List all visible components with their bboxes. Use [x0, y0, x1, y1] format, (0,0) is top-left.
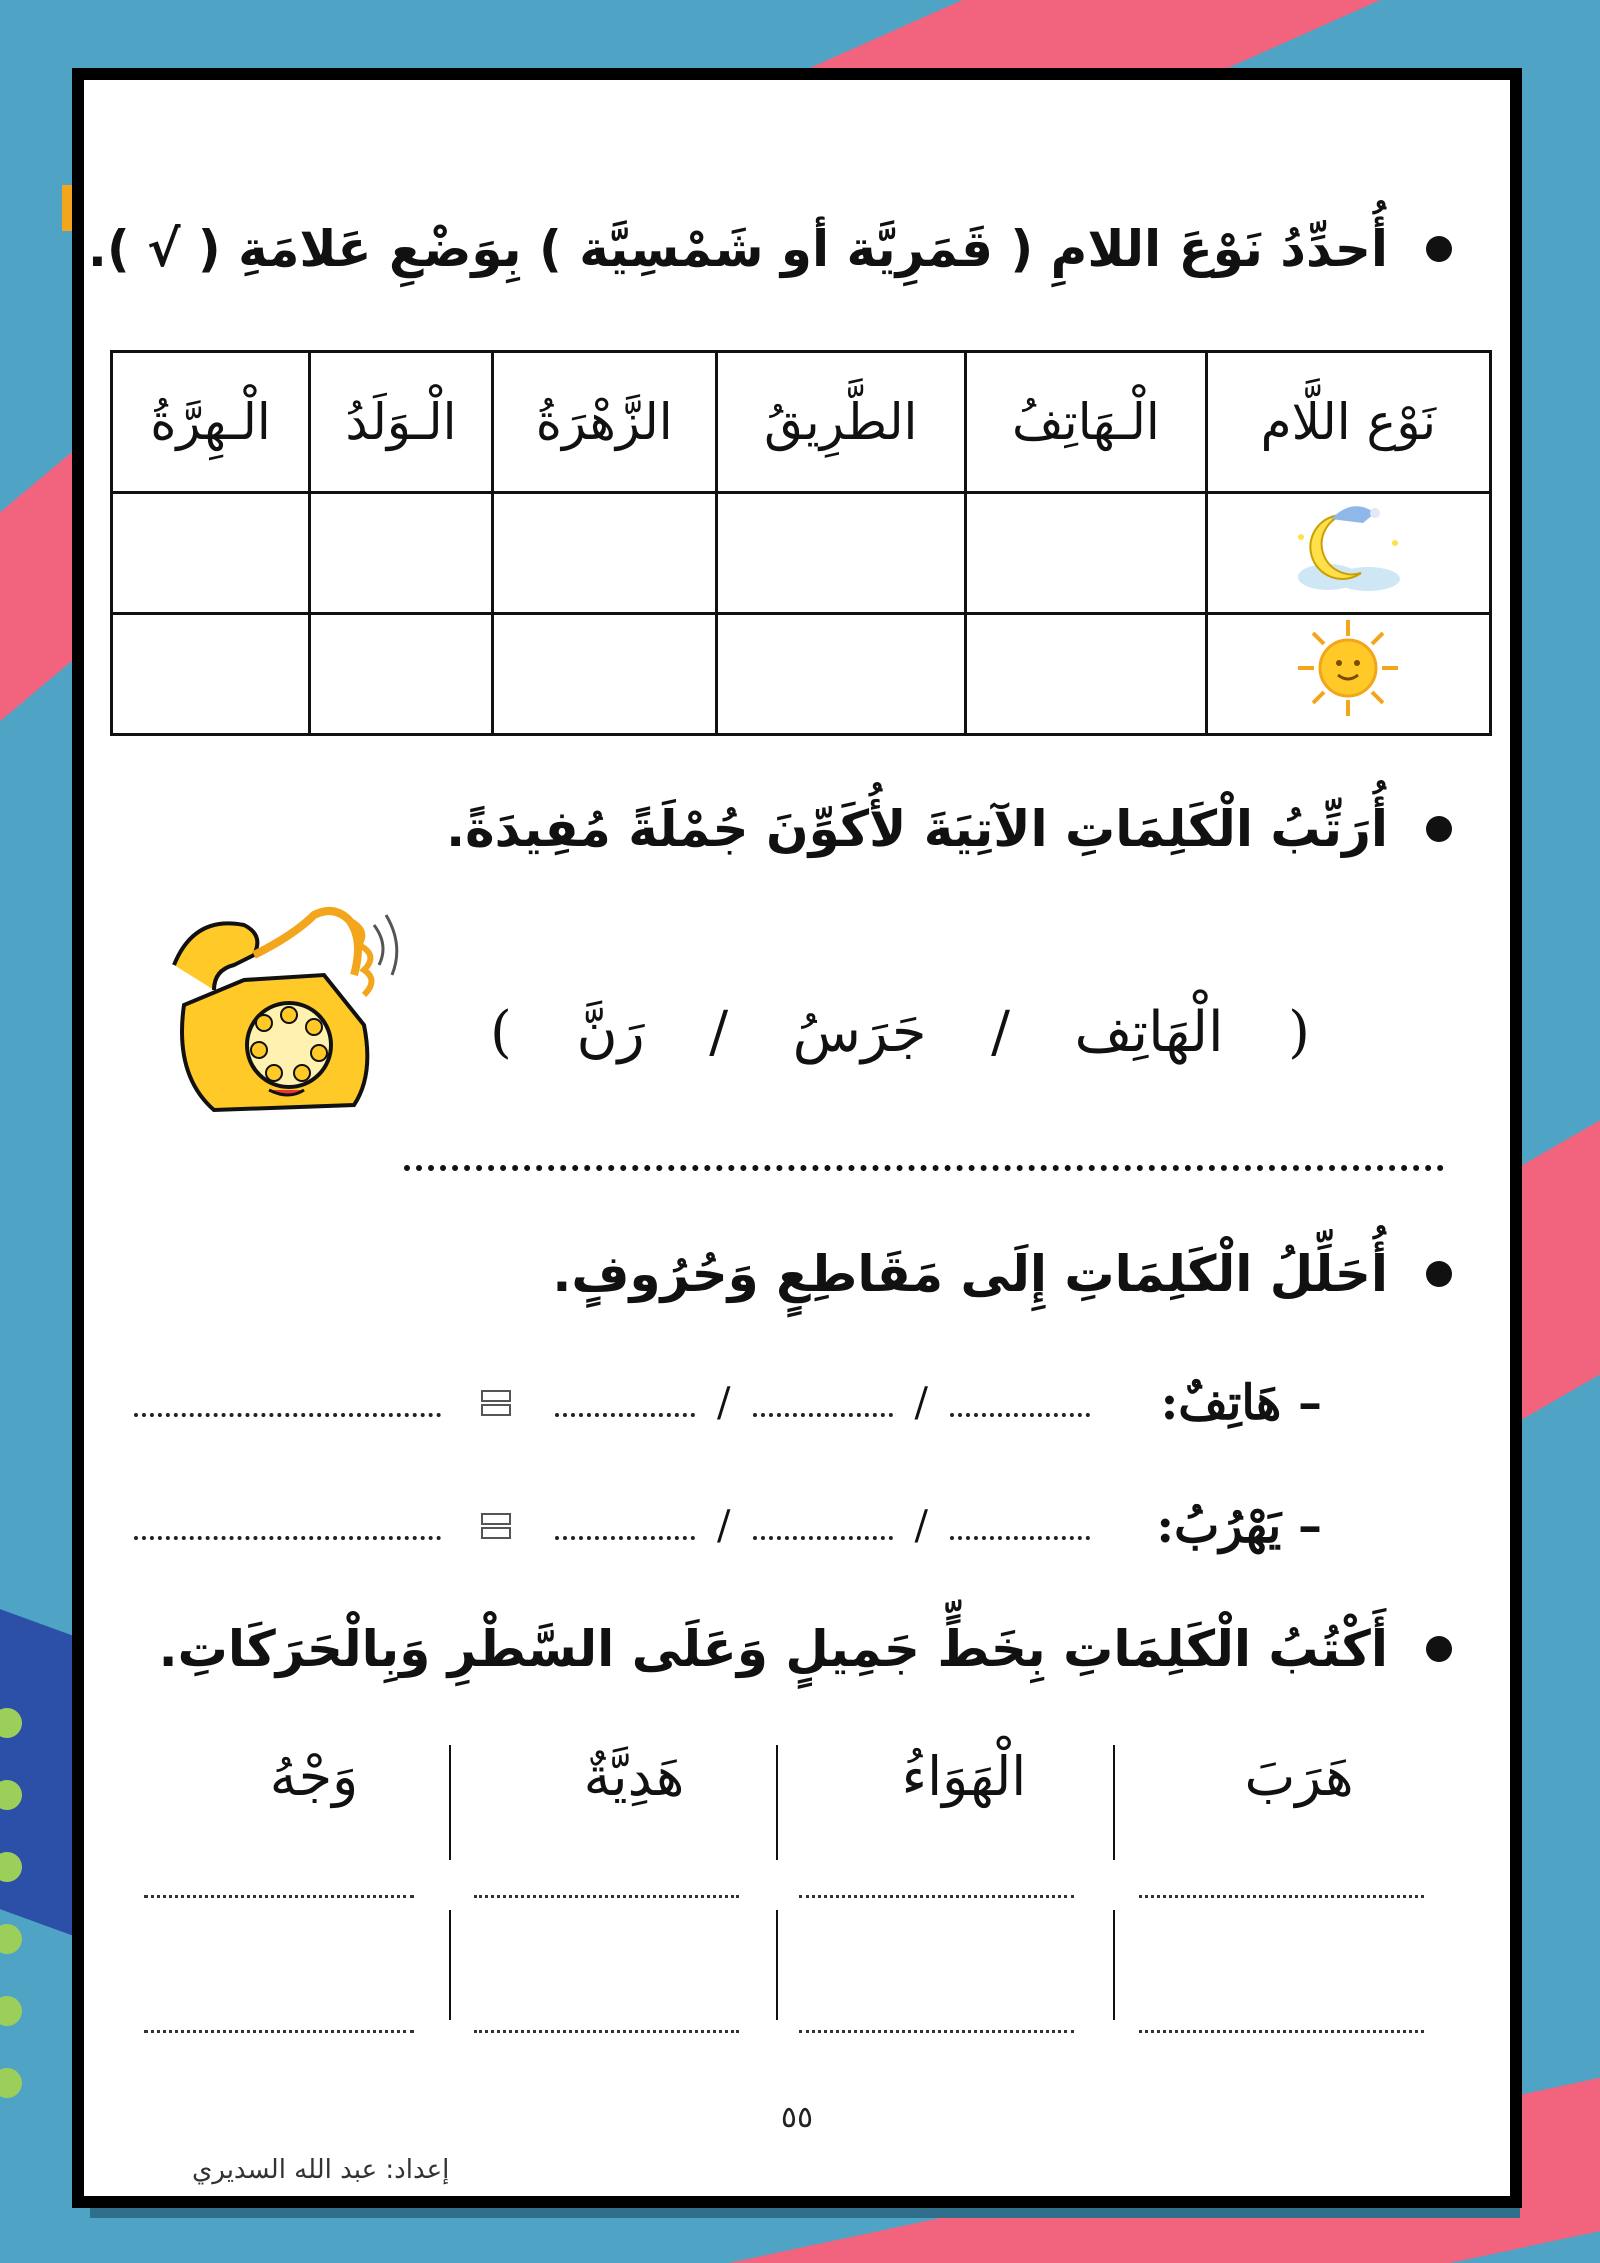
worksheet-page — [72, 68, 1522, 2208]
syllable-blank[interactable] — [950, 1389, 1090, 1417]
syllable-blank[interactable] — [753, 1512, 893, 1540]
slash-separator: / — [991, 1000, 1010, 1065]
writing-line[interactable] — [1139, 1895, 1424, 1898]
green-dot — [0, 1924, 22, 1954]
copy-word: الْهَوَاءُ — [901, 1745, 1027, 1808]
bullet-icon — [1426, 1636, 1452, 1662]
bullet-icon — [1426, 816, 1452, 842]
writing-line[interactable] — [474, 1895, 739, 1898]
bullet-icon — [1426, 1261, 1452, 1287]
syllable-blank[interactable] — [950, 1512, 1090, 1540]
column-divider — [1113, 1910, 1115, 2020]
question-4-text: أَكْتُبُ الْكَلِمَاتِ بِخَطٍّ جَمِيلٍ وَعَلَى السَّطْرِ وَبِالْحَرَكَاتِ. — [158, 1620, 1388, 1678]
answer-cell[interactable] — [492, 493, 716, 614]
writing-line[interactable] — [474, 2030, 739, 2033]
answer-cell[interactable] — [112, 493, 310, 614]
slash-separator: / — [914, 1503, 928, 1549]
moon-icon — [1283, 497, 1413, 597]
letters-blank[interactable] — [134, 1389, 441, 1417]
table-row-moon — [112, 493, 1491, 614]
equals-icon — [481, 1390, 511, 1416]
paren-close: ) — [490, 1000, 512, 1065]
answer-cell[interactable] — [309, 493, 492, 614]
scrambled-word: جَرَسُ — [792, 1000, 927, 1065]
writing-line[interactable] — [799, 2030, 1074, 2033]
table-header-row — [112, 352, 1491, 493]
moon-icon-cell — [1206, 493, 1490, 614]
table-header-cell: نَوْع اللَّام — [1206, 352, 1490, 493]
copy-word: هَرَبَ — [1244, 1745, 1354, 1808]
letters-blank[interactable] — [134, 1512, 441, 1540]
equals-icon — [481, 1513, 511, 1539]
column-divider — [449, 1910, 451, 2020]
answer-cell[interactable] — [966, 614, 1207, 735]
copy-word: وَجْهُ — [269, 1745, 359, 1808]
telephone-icon — [154, 895, 414, 1125]
table-header-cell: الْـهَاتِفُ — [966, 352, 1207, 493]
slash-separator: / — [914, 1380, 928, 1426]
writing-line[interactable] — [144, 1895, 414, 1898]
bullet-icon — [1426, 236, 1452, 262]
writing-line[interactable] — [144, 2030, 414, 2033]
answer-cell[interactable] — [309, 614, 492, 735]
table-header-cell: الطَّرِيقُ — [716, 352, 966, 493]
answer-cell[interactable] — [716, 493, 966, 614]
slash-separator: / — [717, 1380, 731, 1426]
column-divider — [1113, 1745, 1115, 1860]
scrambled-word: الْهَاتِف — [1074, 1000, 1224, 1065]
answer-cell[interactable] — [112, 614, 310, 735]
table-row-sun — [112, 614, 1491, 735]
question-1-text: أُحدِّدُ نَوْعَ اللامِ ( قَمَرِيَّة أو شَمْسِيَّة ) بِوَضْعِ عَلامَةِ ( √ ). — [87, 220, 1388, 278]
answer-cell[interactable] — [966, 493, 1207, 614]
sun-icon-cell — [1206, 614, 1490, 735]
answer-line[interactable] — [404, 1165, 1444, 1171]
table-header-cell: الْـوَلَدُ — [309, 352, 492, 493]
column-divider — [776, 1910, 778, 2020]
question-4 — [159, 1620, 1452, 1678]
author-credit: إعداد: عبد الله السديري — [192, 2155, 450, 2185]
syllable-row — [134, 1498, 1322, 1554]
table-header-cell: الزَّهْرَةُ — [492, 352, 716, 493]
slash-separator: / — [709, 1000, 729, 1065]
worksheet-inner — [84, 80, 1510, 2196]
question-1 — [88, 220, 1452, 278]
table-header-cell: الْـهِرَّةُ — [112, 352, 310, 493]
copy-word: هَدِيَّةٌ — [583, 1745, 685, 1808]
answer-cell[interactable] — [716, 614, 966, 735]
column-divider — [776, 1745, 778, 1860]
writing-line[interactable] — [1139, 2030, 1424, 2033]
paren-open: ( — [1288, 1000, 1310, 1065]
syllable-blank[interactable] — [555, 1512, 695, 1540]
syllable-blank[interactable] — [555, 1389, 695, 1417]
syllable-row — [134, 1375, 1322, 1431]
question-3-text: أُحَلِّلُ الْكَلِمَاتِ إِلَى مَقَاطِعٍ وَحُرُوفٍ. — [552, 1245, 1388, 1303]
syllable-blank[interactable] — [753, 1389, 893, 1417]
question-2-text: أُرَتِّبُ الْكَلِمَاتِ الآتِيَةَ لأُكَوِّنَ جُمْلَةً مُفِيدَةً. — [446, 800, 1388, 858]
syllable-word: – هَاتِفٌ: — [1160, 1375, 1322, 1431]
column-divider — [449, 1745, 451, 1860]
question-2 — [446, 800, 1452, 858]
sun-icon — [1293, 618, 1403, 718]
green-dot — [0, 1996, 22, 2026]
syllable-word: – يَهْرُبُ: — [1156, 1498, 1322, 1554]
writing-line[interactable] — [799, 1895, 1074, 1898]
scrambled-words — [490, 1000, 1310, 1065]
green-dot — [0, 2068, 22, 2098]
answer-cell[interactable] — [492, 614, 716, 735]
scrambled-word: رَنَّ — [576, 1000, 645, 1065]
lam-type-table — [110, 350, 1492, 736]
page-number: ٥٥ — [780, 2100, 814, 2135]
question-3 — [552, 1245, 1452, 1303]
slash-separator: / — [717, 1503, 731, 1549]
